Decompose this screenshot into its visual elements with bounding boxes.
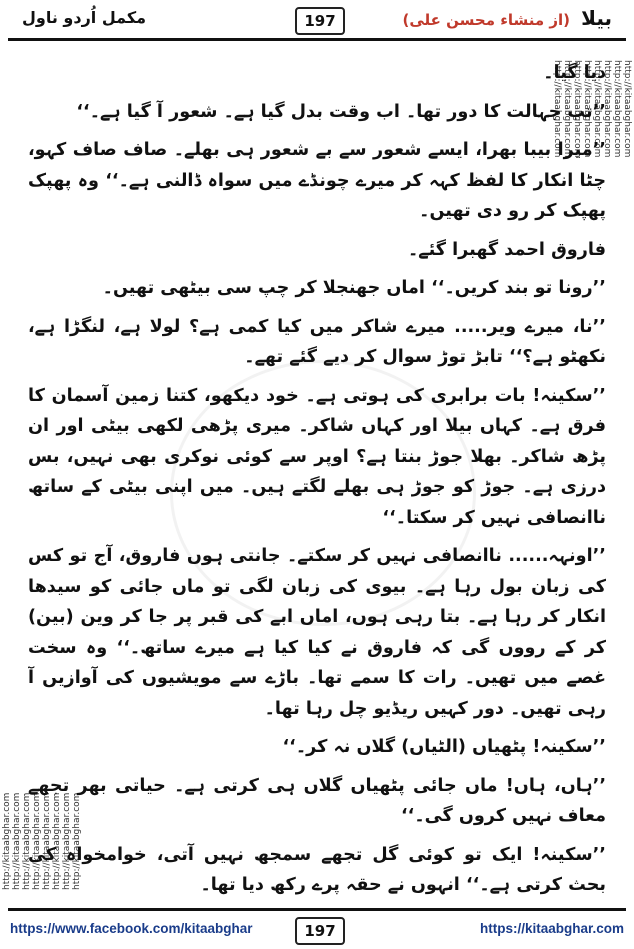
side-url-text: http://kitaabghar.com [22, 792, 32, 890]
footer-divider [8, 908, 626, 911]
side-url-text: http://kitaabghar.com [52, 792, 62, 890]
paragraph: ’’اونہہ...... ناانصافی نہیں کر سکتے۔ جانتی ہوں فاروق، آج تو کس کی زبان بول رہا ہے۔ بیوی کی زبان لگی تو ماں جائی کو سیدھا انکار کر رہا ہے۔ بتا رہی ہوں، اماں ابے کی قبر پر جا کر وین (بین) کر کے رووں گی کہ فاروق نے کیا کیا ہے میرے ساتھ۔‘‘ وہ سخت غصے میں تھیں۔ رات کا سمے تھا۔ باڑے سے مویشیوں کی آوازیں آ رہی تھیں۔ دور کہیں ریڈیو چل رہا تھا۔ [28, 546, 606, 719]
header-title-group [403, 6, 613, 30]
side-url-text: http://kitaabghar.com [582, 60, 592, 158]
paragraph: ’’سکینہ! ایک تو کوئی گل تجھے سمجھ نہیں آتی، خوامخواہ کی بحث کرتی ہے۔‘‘ انہوں نے حقہ پرے رکھ دیا تھا۔ [28, 844, 606, 895]
article-body [28, 58, 606, 898]
paragraph: فاروق احمد گھبرا گئے۔ [408, 239, 606, 260]
series-label: مکمل اُردو ناول [22, 8, 147, 27]
paragraph: ’’ہاں، ہاں! ماں جائی پٹھیاں گلاں ہی کرتی ہے۔ حیاتی بھر تجھے معاف نہیں کروں گی۔‘‘ [28, 775, 606, 826]
side-url-text: http://kitaabghar.com [622, 60, 632, 158]
side-url-text: http://kitaabghar.com [572, 60, 582, 158]
header-divider [8, 38, 626, 41]
page-footer [0, 908, 634, 949]
paragraph: ’’میرا بیبا بھرا، ایسے شعور سے بے شعور ہی بھلے۔ صاف صاف کہو، چٹا انکار کا لفظ کہہ کر میرے چونڈے میں سواہ ڈالنی ہے۔‘‘ وہ پھپک پھپک کر رو دی تھیں۔ [28, 140, 606, 221]
footer-page-number: 197 [295, 917, 345, 945]
side-url-text: http://kitaabghar.com [62, 792, 72, 890]
side-url-text: http://kitaabghar.com [2, 792, 12, 890]
side-url-text: http://kitaabghar.com [592, 60, 602, 158]
page-header [0, 0, 634, 38]
book-title: بیلا [581, 6, 612, 30]
side-url-text: http://kitaabghar.com [562, 60, 572, 158]
left-side-watermark [2, 60, 82, 890]
paragraph: ’’سکینہ! بات برابری کی ہوتی ہے۔ خود دیکھو، کتنا زمین آسمان کا فرق ہے۔ کہاں بیلا اور کہاں شاکر۔ میری پڑھی لکھی بیٹی اور ان پڑھ شاکر۔ بھلا جوڑ بنتا ہے؟ اوپر سے کوئی نوکری بھی نہیں، بس درزی ہے۔ جوڑ کو جوڑ ہی بھلے لگتے ہیں۔ میں اپنی بیٹی کے ساتھ ناانصافی نہیں کر سکتا۔‘‘ [28, 385, 606, 528]
paragraph: ’’تب جہالت کا دور تھا۔ اب وقت بدل گیا ہے۔ شعور آ گیا ہے۔‘‘ [76, 101, 606, 122]
site-link[interactable]: https://kitaabghar.com [479, 921, 624, 936]
paragraph: ’’سکینہ! پٹھیاں (الٹیاں) گلاں نہ کر۔‘‘ [282, 737, 606, 757]
side-url-text: http://kitaabghar.com [12, 792, 22, 890]
side-url-text: http://kitaabghar.com [552, 60, 562, 158]
facebook-link[interactable]: https://www.facebook.com/kitaabghar [10, 921, 253, 936]
paragraph: ’’رونا تو بند کریں۔‘‘ اماں جھنجلا کر چپ سی بیٹھی تھیں۔ [102, 278, 606, 298]
side-url-text: http://kitaabghar.com [602, 60, 612, 158]
side-url-text: http://kitaabghar.com [72, 792, 82, 890]
paragraph: دیا گیا۔ [543, 63, 606, 83]
side-url-text: http://kitaabghar.com [42, 792, 52, 890]
author-credit: (از منشاء محسن علی) [402, 11, 571, 29]
header-page-number: 197 [295, 7, 345, 35]
paragraph: ’’نا، میرے ویر..... میرے شاکر میں کیا کمی ہے؟ لولا ہے، لنگڑا ہے، نکھٹو ہے؟‘‘ تابڑ توڑ سوال کر دیے گئے تھے۔ [28, 316, 606, 367]
side-url-text: http://kitaabghar.com [612, 60, 622, 158]
side-url-text: http://kitaabghar.com [32, 792, 42, 890]
